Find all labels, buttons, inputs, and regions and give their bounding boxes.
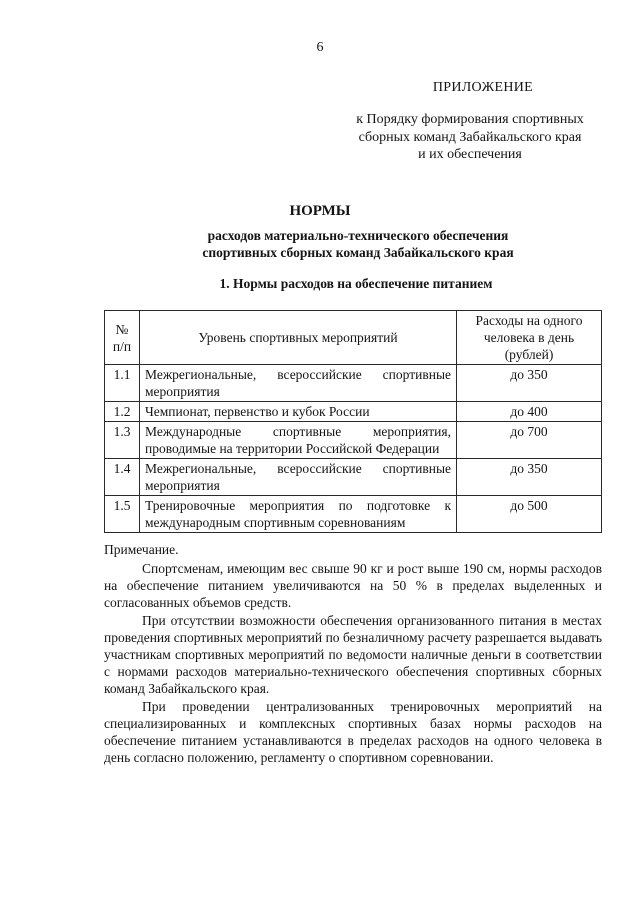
table-header-row	[105, 311, 602, 365]
document-title: НОРМЫ	[289, 203, 351, 219]
row-cost: до 400	[457, 402, 602, 422]
note-paragraph: При проведении централизованных тренировочных мероприятий на специализированных и комплексных спортивных базах нормы расходов на обеспечение питанием устанавливаются в пределах расходов на одного человека в день согласно положению, регламенту о спортивном соревновании.	[104, 699, 602, 765]
nutrition-norms-table	[104, 310, 602, 533]
row-num: 1.4	[105, 459, 140, 496]
table-row	[105, 365, 602, 402]
header-level: Уровень спортивных мероприятий	[140, 311, 457, 365]
row-num: 1.3	[105, 422, 140, 459]
appendix-line: сборных команд Забайкальского края	[358, 129, 582, 145]
row-num: 1.2	[105, 402, 140, 422]
note-paragraph: При отсутствии возможности обеспечения организованного питания в местах проведения спортивных мероприятий по безналичному расчету разрешается выдавать участникам спортивных мероприятий по ведомости наличные деньги в соответствии с нормами расходов материально-технического обеспечения спортивных сборных команд Забайкальского края.	[104, 613, 602, 696]
page-number: 6	[316, 40, 324, 55]
row-cost: до 500	[457, 496, 602, 533]
document-subtitle	[0, 227, 640, 261]
row-cost: до 350	[457, 459, 602, 496]
table-row	[105, 496, 602, 533]
row-num: 1.1	[105, 365, 140, 402]
appendix-line: к Порядку формирования спортивных	[356, 112, 584, 127]
row-level: Международные спортивные мероприятия, проводимые на территории Российской Федерации	[140, 422, 457, 459]
table-row	[105, 459, 602, 496]
note-label: Примечание.	[104, 542, 179, 557]
row-level: Межрегиональные, всероссийские спортивные мероприятия	[140, 365, 457, 402]
subtitle-line: спортивных сборных команд Забайкальского края	[202, 245, 514, 260]
row-level: Тренировочные мероприятия по подготовке к международным спортивным соревнованиям	[140, 496, 457, 533]
row-cost: до 350	[457, 365, 602, 402]
row-level: Межрегиональные, всероссийские спортивные мероприятия	[140, 459, 457, 496]
header-num: № п/п	[105, 311, 140, 365]
subtitle-line: расходов материально-технического обеспечения	[207, 228, 509, 243]
note-paragraph: Спортсменам, имеющим вес свыше 90 кг и рост выше 190 см, нормы расходов на обеспечение питанием увеличиваются на 50 % в пределах выделенных и согласованных объемов средств.	[104, 561, 602, 610]
section-title: 1. Нормы расходов на обеспечение питанием	[219, 276, 493, 291]
table-row	[105, 422, 602, 459]
appendix-title: ПРИЛОЖЕНИЕ	[432, 80, 533, 95]
row-num: 1.5	[105, 496, 140, 533]
row-level: Чемпионат, первенство и кубок России	[140, 402, 457, 422]
table-row	[105, 402, 602, 422]
appendix-line: и их обеспечения	[418, 147, 522, 162]
row-cost: до 700	[457, 422, 602, 459]
header-cost: Расходы на одного человека в день (рублей)	[457, 311, 602, 365]
appendix-reference	[340, 111, 600, 164]
